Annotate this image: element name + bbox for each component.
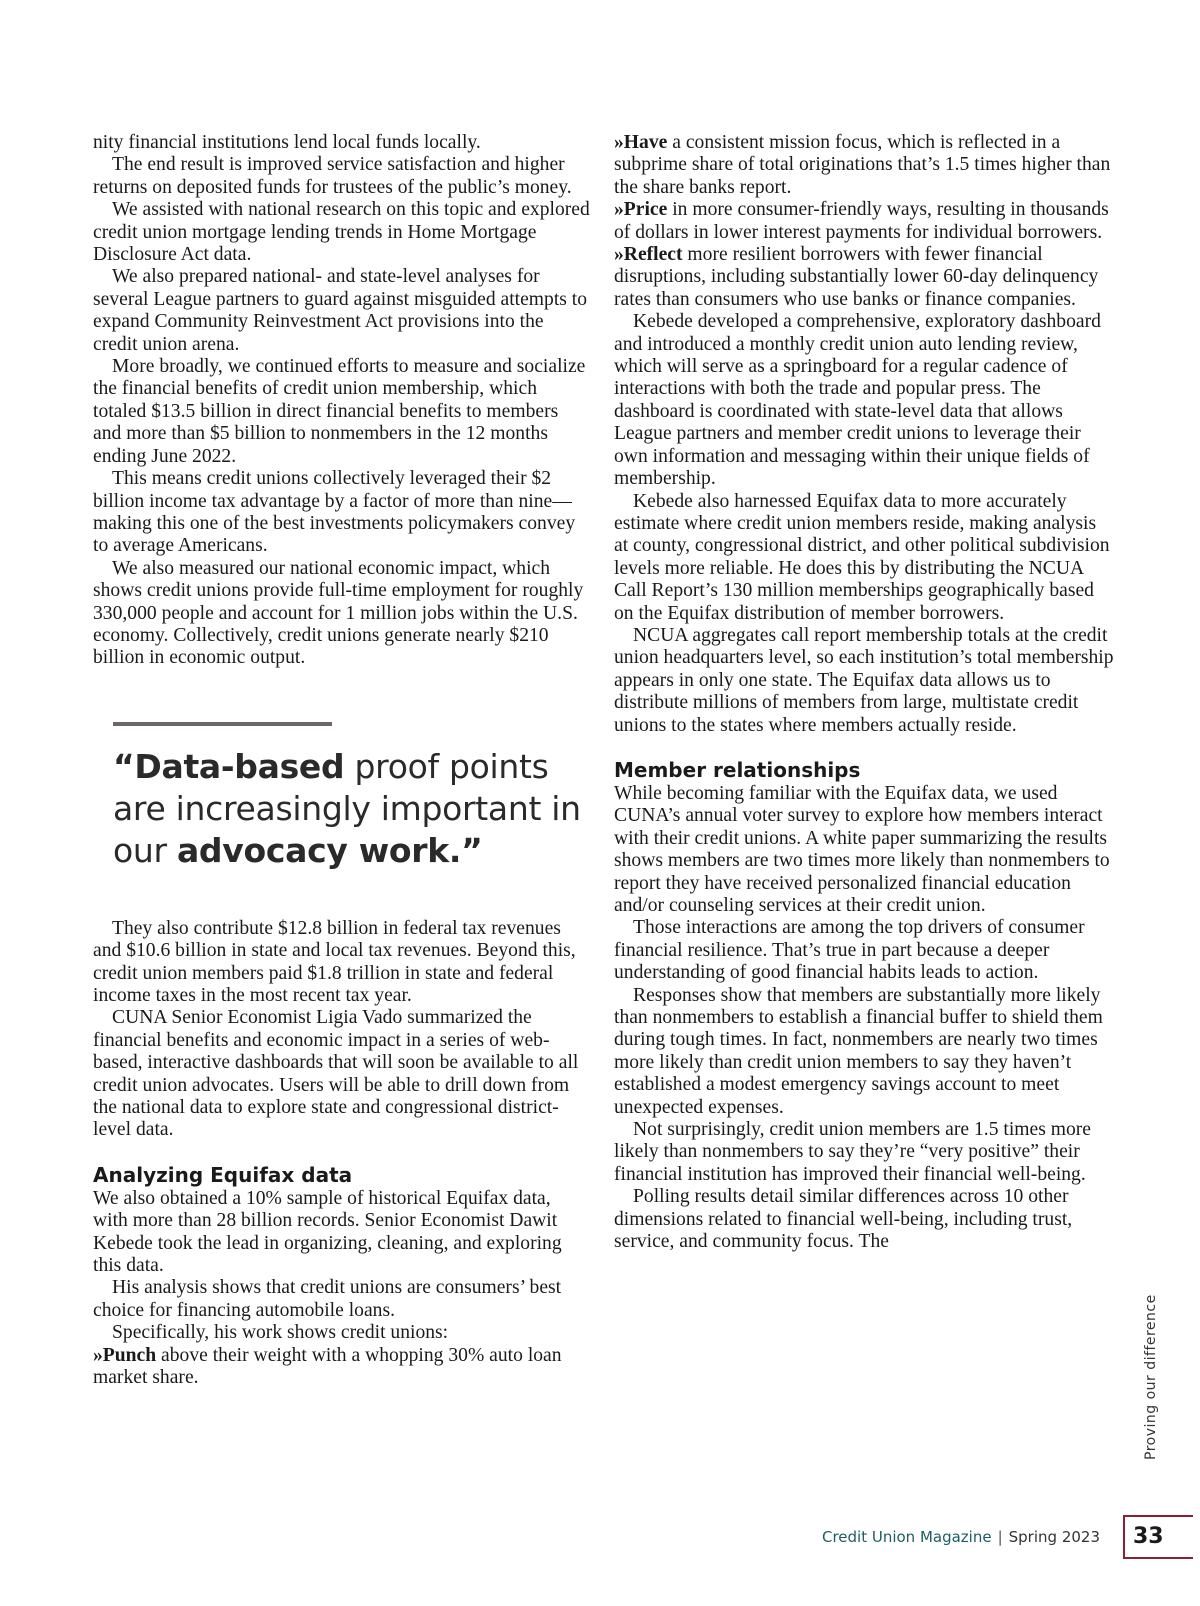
pull-quote-close-mark: ”: [461, 830, 483, 870]
pull-quote-middle: proof points are increasingly important in our: [113, 746, 581, 870]
page-footer: [822, 1528, 1100, 1546]
bullet-lead: Have: [623, 132, 668, 153]
body-paragraph: Those interactions are among the top drivers of consumer financial resilience. That’s true in part because a deeper understanding of good financial habits leads to action.: [614, 917, 1085, 984]
bullet-marker-icon: »: [614, 199, 624, 221]
sidebar-label-text: Proving our difference: [1143, 1294, 1159, 1460]
section-sidebar-label: [1143, 1294, 1163, 1460]
bullet-text: in more consumer-friendly ways, resulting in thousands of dollars in lower interest payments for individual borrowers.: [614, 199, 1109, 243]
bullet-lead: Punch: [102, 1344, 157, 1366]
bullet-item-have: [614, 132, 1114, 199]
section-heading-analyzing-equifax: Analyzing Equifax data: [93, 1162, 353, 1187]
bullet-lead: Price: [623, 199, 668, 221]
body-paragraph: Polling results detail similar differences across 10 other dimensions related to financial well-being, including trust, service, and community focus. The: [614, 1186, 1073, 1253]
body-paragraph: Responses show that members are substantially more likely than nonmembers to establish a financial buffer to shield them during tough times. In fact, nonmembers are nearly two times more likely than credit union members to say they haven’t established a modest emergency savings account to meet unexpected expenses.: [614, 984, 1103, 1118]
body-paragraph: His analysis shows that credit unions are consumers’ best choice for financing automobile loans.: [93, 1277, 562, 1321]
right-column: [614, 132, 1114, 1254]
body-paragraph: Not surprisingly, credit union members are 1.5 times more likely than nonmembers to say they’re “very positive” their financial institution has improved their financial well-being.: [614, 1119, 1091, 1185]
pull-quote-text: [113, 746, 590, 872]
body-paragraph: Kebede developed a comprehensive, exploratory dashboard and introduced a monthly credit union auto lending review, which will serve as a springboard for a regular cadence of interactions with both the trade and popular press. The dashboard is coordinated with state-level data that allows League partners and member credit unions to leverage their own information and messaging within their unique fields of membership.: [614, 311, 1101, 490]
body-paragraph: CUNA Senior Economist Ligia Vado summarized the financial benefits and economic impact in a series of web-based, interactive dashboards that will soon be available to all credit union advocates. Users will be able to drill down from the national data to explore state and congressional district-level data.: [93, 1007, 579, 1141]
body-paragraph: While becoming familiar with the Equifax data, we used CUNA’s annual voter survey to explore how members interact with their credit unions. A white paper summarizing the results shows members are two times more likely than nonmembers to report they have received personalized financial education and/or counseling services at their credit union.: [614, 782, 1110, 916]
left-column: [93, 132, 590, 1389]
body-paragraph: More broadly, we continued efforts to measure and socialize the financial benefits of credit union membership, which totaled $13.5 billion in direct financial benefits to members and more than $5 billion to nonmembers in the 12 months ending June 2022.: [93, 356, 586, 467]
body-paragraph: We also obtained a 10% sample of historical Equifax data, with more than 28 billion records. Senior Economist Dawit Kebede took the lead in organizing, cleaning, and exploring this data.: [93, 1187, 562, 1277]
pull-quote: [113, 722, 590, 872]
body-paragraph: We assisted with national research on this topic and explored credit union mortgage lending trends in Home Mortgage Disclosure Act data.: [93, 199, 590, 266]
bullet-item-punch: [93, 1345, 590, 1390]
body-paragraph: nity financial institutions lend local funds locally.: [93, 132, 481, 153]
bullet-marker-icon: »: [614, 244, 624, 266]
body-paragraph: Kebede also harnessed Equifax data to more accurately estimate where credit union members reside, making analysis at county, congressional district, and other political subdivision levels more reliable. He does this by distributing the NCUA Call Report’s 130 million memberships geographically based on the Equifax distribution of member borrowers.: [614, 490, 1110, 624]
body-paragraph: The end result is improved service satisfaction and higher returns on deposited funds for trustees of the public’s money.: [93, 154, 572, 198]
page-number: 33: [1133, 1524, 1164, 1549]
pull-quote-bold-1: Data-based: [134, 746, 345, 786]
bullet-item-reflect: [614, 244, 1114, 311]
section-heading-member-relationships: Member relationships: [614, 757, 861, 782]
footer-separator: |: [997, 1528, 1003, 1546]
body-paragraph: They also contribute $12.8 billion in federal tax revenues and $10.6 billion in state and local tax revenues. Beyond this, credit union members paid $1.8 trillion in state and federal income taxes in the most recent tax year.: [93, 917, 576, 1006]
bullet-marker-icon: »: [93, 1344, 103, 1366]
magazine-name: Credit Union Magazine: [821, 1528, 992, 1546]
pull-quote-rule: [113, 722, 332, 726]
pull-quote-bold-2: advocacy work.: [176, 830, 462, 870]
body-paragraph: NCUA aggregates call report membership totals at the credit union headquarters level, so each institution’s total membership appears in only one state. The Equifax data allows us to distribute millions of members from large, multistate credit unions to the states where members actually reside.: [614, 624, 1114, 736]
bullet-text: more resilient borrowers with fewer financial disruptions, including substantially lower 60-day delinquency rates than consumers who use banks or finance companies.: [614, 244, 1099, 310]
page-number-box: [1123, 1515, 1193, 1559]
bullet-item-price: [614, 199, 1114, 244]
body-paragraph: This means credit unions collectively leveraged their $2 billion income tax advantage by a factor of more than nine—making this one of the best investments policymakers convey to average Americans.: [93, 468, 576, 557]
pull-quote-open-mark: “: [113, 746, 135, 786]
body-paragraph: We also measured our national economic impact, which shows credit unions provide full-time employment for roughly 330,000 people and account for 1 million jobs within the U.S. economy. Collectively, credit unions generate nearly $210 billion in economic output.: [93, 557, 584, 669]
bullet-text: above their weight with a whopping 30% auto loan market share.: [93, 1344, 562, 1389]
body-paragraph: Specifically, his work shows credit unions:: [112, 1322, 449, 1344]
bullet-marker-icon: »: [614, 132, 624, 153]
issue-date: Spring 2023: [1008, 1528, 1100, 1546]
bullet-lead: Reflect: [623, 244, 683, 266]
bullet-text: a consistent mission focus, which is reflected in a subprime share of total originations that’s 1.5 times higher than the share banks report.: [614, 132, 1111, 198]
body-paragraph: We also prepared national- and state-level analyses for several League partners to guard against misguided attempts to expand Community Reinvestment Act provisions into the credit union arena.: [93, 266, 588, 355]
